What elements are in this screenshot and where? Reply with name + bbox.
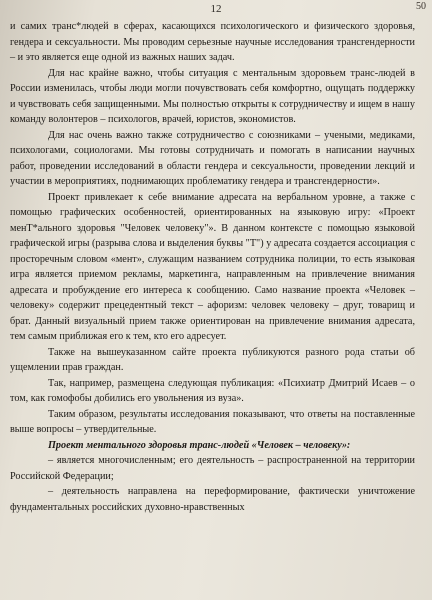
page-number: 12 — [210, 3, 222, 15]
paragraph: Для нас крайне важно, чтобы ситуация с ментальным здоровьем транс-людей в России изменилась, чтобы люди могли почувствовать себя комфортно, ощущать поддержку и чувствовать себя защищенными. Мы полностью открыты к сотрудничеству и ищем в нашу команду волонтеров – психологов, врачей, юристов, экономистов. — [10, 67, 415, 125]
paragraph: Для нас очень важно также сотрудничество с союзниками – учеными, медиками, психологами, социологами. Мы готовы сотрудничать и помогать в написании научных работ, проведении исследований в области гендера и сексуальности, проведении лекций и участии в мероприятиях, поднимающих проблематику гендера и трансгендерности». — [10, 129, 415, 187]
body-text — [10, 19, 415, 515]
paragraph: и самих транс*людей в сферах, касающихся психологического и физического здоровья, гендера и сексуальности. Мы проводим серьезные научные исследования трансгендерности – и это является еще одной из важных наших задач. — [10, 21, 415, 63]
list-item: – является многочисленным; его деятельность – распространенной на территории Российской Федерации; — [10, 455, 415, 482]
section-heading: Проект ментального здоровья транс-людей «Человек – человеку»: — [48, 439, 351, 451]
paragraph: Проект привлекает к себе внимание адресата на вербальном уровне, а также с помощью графических особенностей, ориентированных на языковую игру: «Проект менТ*ального здоровья "Человек человеку"». В данном контексте с помощью языковой графической игры (разрыва слова и выделения буквы "Т") у адресата создается ассоциация с просторечным словом «мент», служащим названием сотрудника полиции, то есть языковая игра является приемом рекламы, маркетинга, направленным на привлечение внимания адресата и пробуждение его интереса к сообщению. Само название проекта «Человек – человеку» содержит прецедентный текст – афоризм: человек человеку – друг, товарищ и брат. Данный визуальный прием также ориентирован на привлечение внимания адресата, тем самым приближая его к тем, кто его адресует. — [10, 191, 415, 342]
paragraph: Таким образом, результаты исследования показывают, что ответы на поставленные выше вопросы – утвердительные. — [10, 408, 415, 435]
paragraph: Также на вышеуказанном сайте проекта публикуются разного рода статьи об ущемлении прав граждан. — [10, 346, 415, 373]
list-item: – деятельность направлена на переформирование, фактически уничтожение фундаментальных российских духовно-нравственных — [10, 486, 415, 513]
page-corner-mark: 50 — [416, 1, 426, 12]
paragraph: Так, например, размещена следующая публикация: «Психиатр Дмитрий Исаев – о том, как гомофобы добились его увольнения из вуза». — [10, 377, 415, 404]
